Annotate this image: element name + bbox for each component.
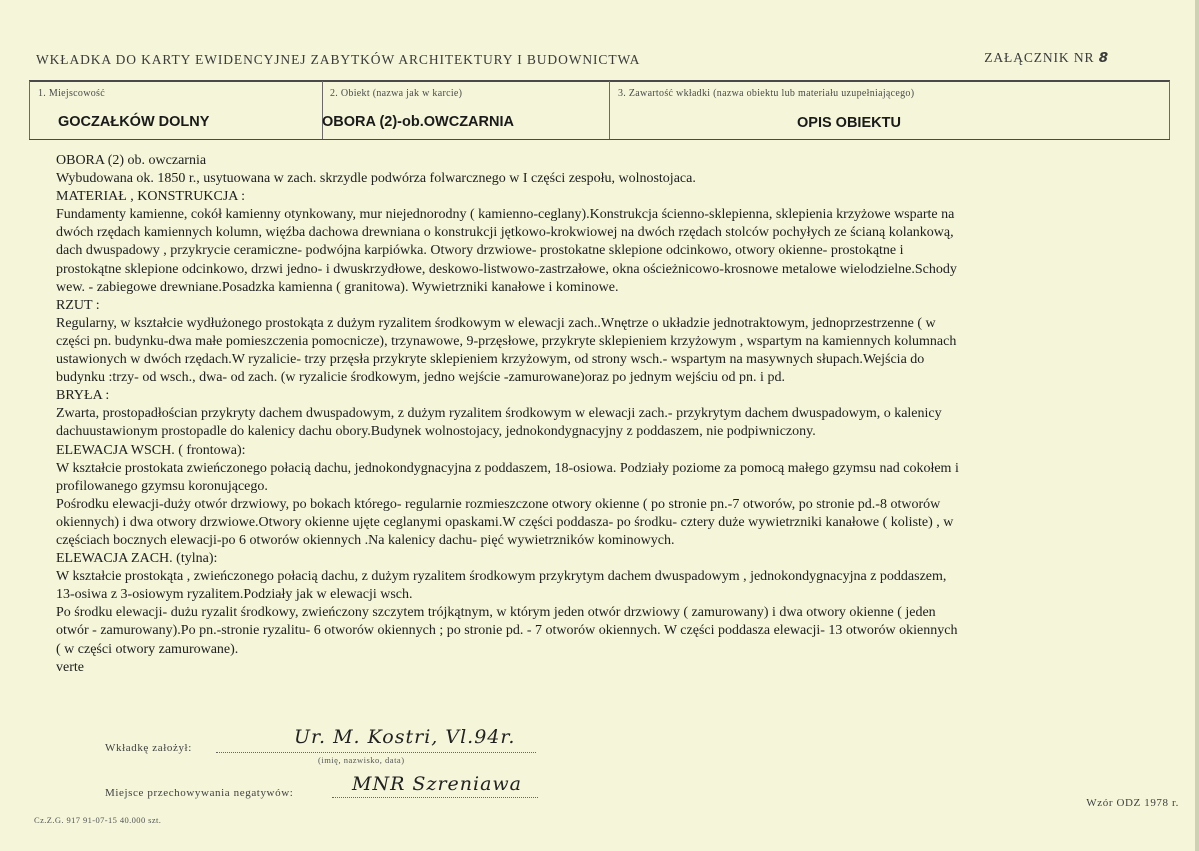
description-line: dwóch rzędach kamiennych kolumn, więźba dachowa drewniana o konstrukcji jętkowo-krokwiowej na dwóch rzędach stolców pochyłych ze ścianą kolankową, <box>56 225 954 241</box>
description-line: W kształcie prostokata zwieńczonego połacią dachu, jednokondygnacyjna z poddaszem, 18-osiowa. Podziały poziome za pomocą małego gzymsu nad cokołem i <box>56 460 959 476</box>
description-line: OBORA (2) ob. owczarnia <box>56 153 207 168</box>
print-code: Cz.Z.G. 917 91-07-15 40.000 szt. <box>34 815 162 825</box>
field-divider-1 <box>322 81 323 139</box>
description-line: Fundamenty kamienne, cokół kamienny otynkowany, mur niejednorodny ( kamienno-ceglany).Konstrukcja ścienno-sklepienna, sklepienia krzyżowe wsparte na <box>56 207 955 223</box>
card-edge <box>1195 0 1199 851</box>
object-description <box>56 152 1126 677</box>
form-template-code: Wzór ODZ 1978 r. <box>1086 797 1179 809</box>
field-divider-2 <box>609 81 610 139</box>
field-locality-value: GOCZAŁKÓW DOLNY <box>58 114 210 130</box>
description-line: części pn. budynku-dwa małe pomieszczenia pomocnicze), trzynawowe, 9-przęsłowe, przykryte sklepieniem krzyżowym , wspartym na kamiennych kolumnach <box>56 333 957 349</box>
description-line: budynku :trzy- od wsch., dwa- od zach. (w ryzalicie środkowym, jedno wejście -zamurowane)oraz po jednym wejściu od pn. i pd. <box>56 370 785 386</box>
inserted-by-line <box>216 752 536 753</box>
section-heading-material: MATERIAŁ , KONSTRUKCJA : <box>56 189 246 205</box>
field-locality-label: 1. Miejscowość <box>38 88 105 99</box>
annex-label: ZAŁĄCZNIK NR <box>984 50 1095 65</box>
inserted-by-hint: (imię, nazwisko, data) <box>318 755 405 765</box>
description-line: otwór - zamurowany).Po pn.-stronie ryzalitu- 6 otworów okiennych ; po stronie pd. - 7 otworów okiennych. W części poddasza elewacji- 13 otworów okiennych <box>56 623 958 639</box>
description-line: dachuustawionym prostopadle do kalenicy dachu obory.Budynek wolnostojacy, jednokondygnacyjny z poddaszem, nie podpiwniczony. <box>56 424 816 440</box>
form-title: WKŁADKA DO KARTY EWIDENCYJNEJ ZABYTKÓW ARCHITEKTURY I BUDOWNICTWA <box>36 52 641 67</box>
inserted-by-label: Wkładkę założył: <box>105 742 192 754</box>
section-heading-west-elevation: ELEWACJA ZACH. (tylna): <box>56 551 218 567</box>
annex-number <box>984 50 1109 66</box>
section-heading-plan: RZUT : <box>56 297 100 313</box>
verte-note: verte <box>56 659 84 675</box>
field-divider-right <box>1169 81 1170 139</box>
description-line: okiennych) i dwa otwory drzwiowe.Otwory okienne ujęte ceglanymi opaskami.W części poddasza- po środku- cztery duże wywietrzniki kanałowe ( koliste) , w <box>56 514 954 530</box>
negatives-storage-label: Miejsce przechowywania negatywów: <box>105 787 294 799</box>
description-line: W kształcie prostokąta , zwieńczonego połacią dachu, z dużym ryzalitem środkowym przykrytym dachem dwuspadowym , jednokondygnacyjna z poddaszem, <box>56 569 947 585</box>
description-line: profilowanego gzymsu koronującego. <box>56 478 268 494</box>
description-line: dach dwuspadowy , przykrycie ceramiczne- podwójna karpiówka. Otwory drzwiowe- prostokatne sklepione odcinkowo, otwory okienne- prostokątne i <box>56 243 904 259</box>
fields-bottom-rule <box>29 139 1170 140</box>
field-content-value: OPIS OBIEKTU <box>797 115 901 131</box>
section-heading-east-elevation: ELEWACJA WSCH. ( frontowa): <box>56 442 246 458</box>
description-line: 13-osiwa z 3-osiowym ryzalitem.Podziały jak w elewacji wsch. <box>56 587 413 603</box>
negatives-storage-line <box>332 797 538 798</box>
annex-number-value: 8 <box>1098 50 1109 66</box>
field-content-label: 3. Zawartość wkładki (nazwa obiektu lub materiału uzupełniającego) <box>618 88 915 99</box>
top-rule <box>29 80 1170 82</box>
negatives-storage-value: MNR Szreniawa <box>352 773 523 795</box>
description-line: Po środku elewacji- dużu ryzalit środkowy, zwieńczony szczytem trójkątnym, w którym jeden otwór drzwiowy ( zamurowany) i dwa otwory okienne ( jeden <box>56 605 936 621</box>
description-line: ustawionych w dwóch rzędach.W ryzalicie- trzy przęsła przykryte sklepieniem krzyżowym, od strony wsch.- wspartym na masywnych słupach.Wejścia do <box>56 352 925 368</box>
section-heading-massing: BRYŁA : <box>56 388 110 404</box>
description-line: prostokątne sklepione odcinkowo, drzwi jedno- i dwuskrzydłowe, deskowo-listwowo-zastrzałowe, okna ościeżnicowo-krosnowe metalowe wielodzielne.Schody <box>56 261 957 277</box>
field-object-label: 2. Obiekt (nazwa jak w karcie) <box>330 88 463 99</box>
description-line: częściach bocznych elewacji-po 6 otworów okiennych .Na kalenicy dachu- pięć wywietrzników kominowych. <box>56 532 675 548</box>
inserted-by-signature: Ur. M. Kostri, Vl.94r. <box>294 726 516 748</box>
description-line: wew. - zabiegowe drewniane.Posadzka kamienna ( granitowa). Wywietrzniki kanałowe i kominowe. <box>56 279 619 295</box>
description-line: Regularny, w kształcie wydłużonego prostokąta z dużym ryzalitem środkowym w elewacji zach..Wnętrze o układzie jednotraktowym, jednoprzestrzenne ( w <box>56 315 936 331</box>
description-line: ( w części otwory zamurowane). <box>56 641 239 657</box>
description-line: Pośrodku elewacji-duży otwór drzwiowy, po bokach którego- regularnie rozmieszczone otwory okienne ( po stronie pn.-7 otworów, po stronie pd.-8 otworów <box>56 496 941 512</box>
description-line: Zwarta, prostopadłościan przykryty dachem dwuspadowym, z dużym ryzalitem środkowym w elewacji zach.- przykrytym dachem dwuspadowym, o kalenicy <box>56 406 942 422</box>
description-line: Wybudowana ok. 1850 r., usytuowana w zach. skrzydle podwórza folwarcznego w I części zespołu, wolnostojaca. <box>56 171 696 187</box>
field-divider-left <box>29 81 30 139</box>
field-object-value: OBORA (2)-ob.OWCZARNIA <box>322 114 514 130</box>
